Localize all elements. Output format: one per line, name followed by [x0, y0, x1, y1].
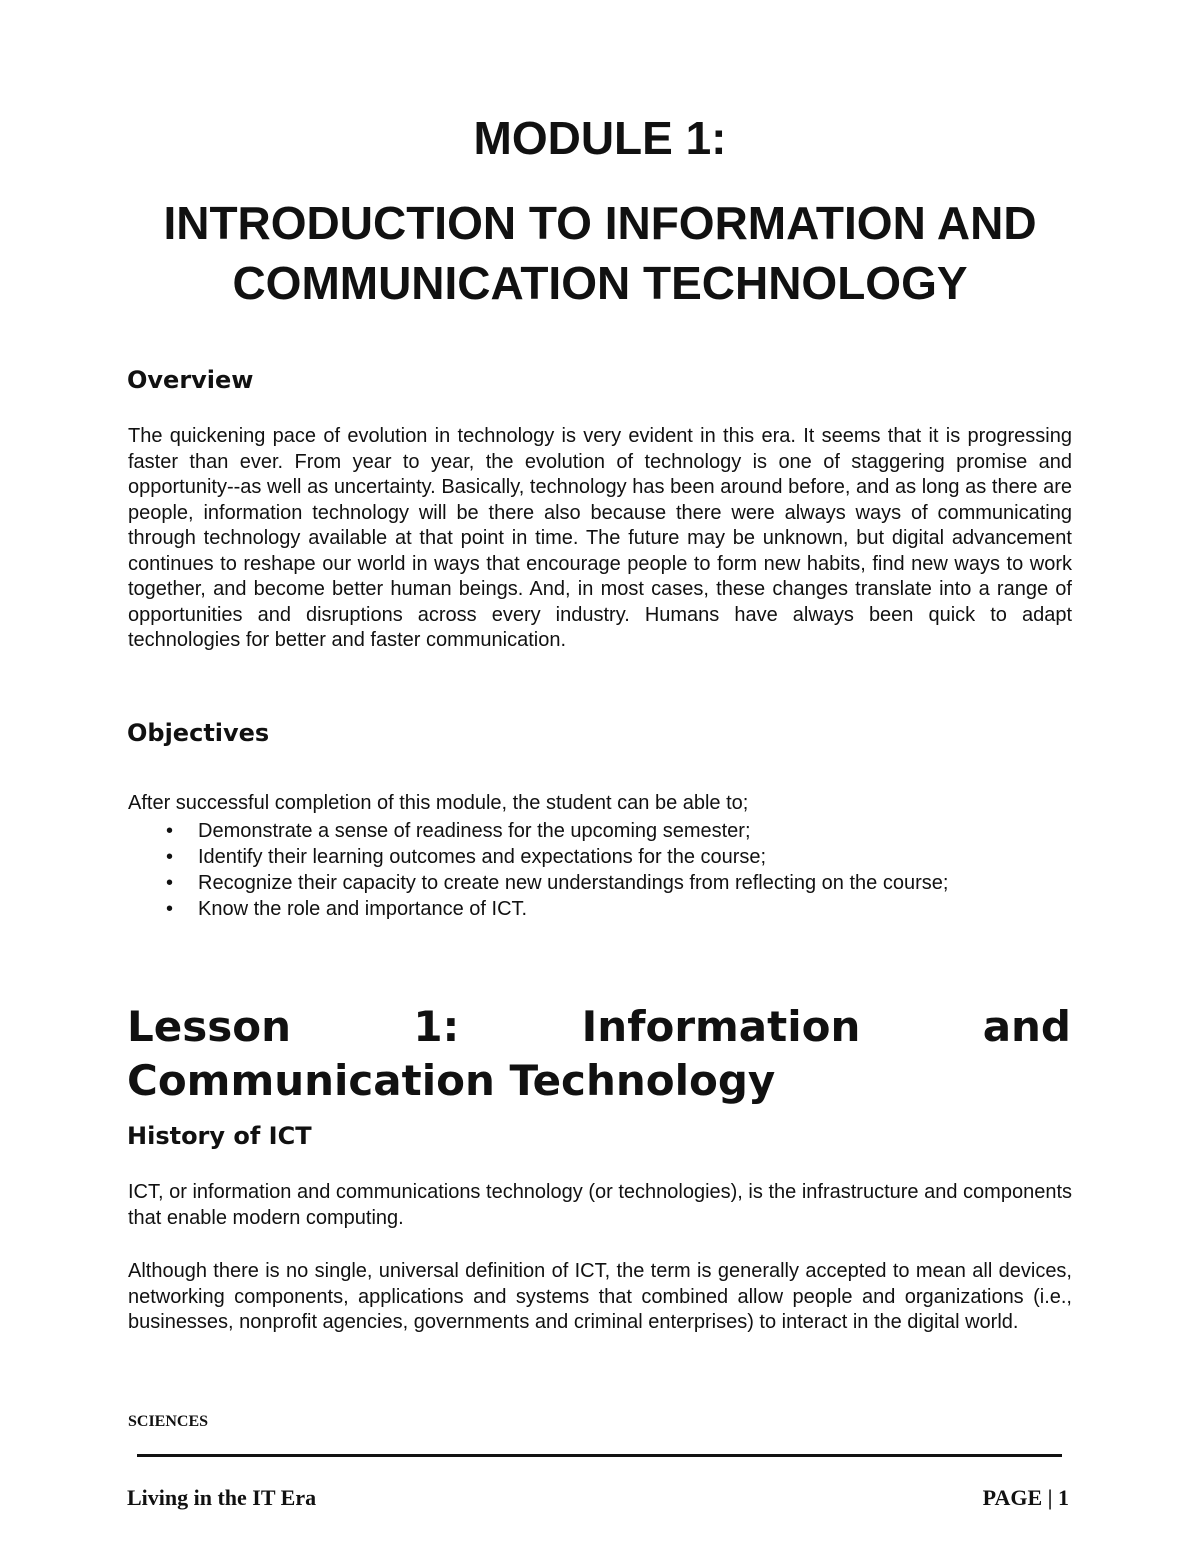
- bullet-icon: •: [166, 820, 174, 842]
- lesson-number: 1:: [413, 1002, 460, 1051]
- objective-text: Recognize their capacity to create new understandings from reflecting on the course;: [198, 872, 949, 894]
- bullet-icon: •: [166, 846, 174, 868]
- footer-category-label: SCIENCES: [128, 1413, 209, 1430]
- objective-item: [128, 870, 1072, 896]
- lesson-title: [127, 1000, 1071, 1108]
- bullet-icon: •: [166, 898, 174, 920]
- objective-item: [128, 844, 1072, 870]
- module-subtitle: INTRODUCTION TO INFORMATION AND COMMUNICATION TECHNOLOGY: [163, 197, 1037, 309]
- history-paragraph-1: ICT, or information and communications technology (or technologies), is the infrastructure and components that enable modern computing.: [128, 1181, 1072, 1229]
- objectives-list: [128, 818, 1072, 922]
- objective-text: Demonstrate a sense of readiness for the upcoming semester;: [198, 820, 751, 842]
- lesson-title-line-1: [127, 1000, 1071, 1054]
- objective-item: [128, 896, 1072, 922]
- objectives-heading: Objectives: [127, 719, 270, 747]
- overview-paragraph: The quickening pace of evolution in technology is very evident in this era. It seems that it is progressing faster than ever. From year to year, the evolution of technology is one of staggering promise and opportunity--as well as uncertainty. Basically, technology has been around before, and as long as there are people, information technology will be there also because there were always ways of communicating through technology available at that point in time. The future may be unknown, but digital advancement continues to reshape our world in ways that encourage people to form new habits, find new ways to work together, and become better human beings. And, in most cases, these changes translate into a range of opportunities and disruptions across every industry. Humans have always been quick to adapt technologies for better and faster communication.: [128, 425, 1072, 651]
- footer-divider: [137, 1454, 1062, 1457]
- lesson-word: Lesson: [127, 1002, 292, 1051]
- overview-heading: Overview: [127, 366, 254, 394]
- lesson-word: and: [982, 1002, 1071, 1051]
- history-paragraph-2: Although there is no single, universal definition of ICT, the term is generally accepted to mean all devices, networking components, applications and systems that combined allow people and organizations (i.e., businesses, nonprofit agencies, governments and criminal enterprises) to interact in the digital world.: [128, 1260, 1072, 1333]
- lesson-word: Information: [581, 1002, 861, 1051]
- objective-item: [128, 818, 1072, 844]
- history-heading: History of ICT: [127, 1122, 312, 1150]
- objectives-intro: After successful completion of this module, the student can be able to;: [128, 792, 749, 814]
- module-title: MODULE 1:: [473, 112, 727, 164]
- lesson-title-line-2: Communication Technology: [127, 1056, 776, 1105]
- footer-course-title: Living in the IT Era: [127, 1485, 317, 1510]
- bullet-icon: •: [166, 872, 174, 894]
- footer-page-number: PAGE | 1: [982, 1485, 1069, 1510]
- objective-text: Know the role and importance of ICT.: [198, 898, 528, 920]
- objective-text: Identify their learning outcomes and expectations for the course;: [198, 846, 767, 868]
